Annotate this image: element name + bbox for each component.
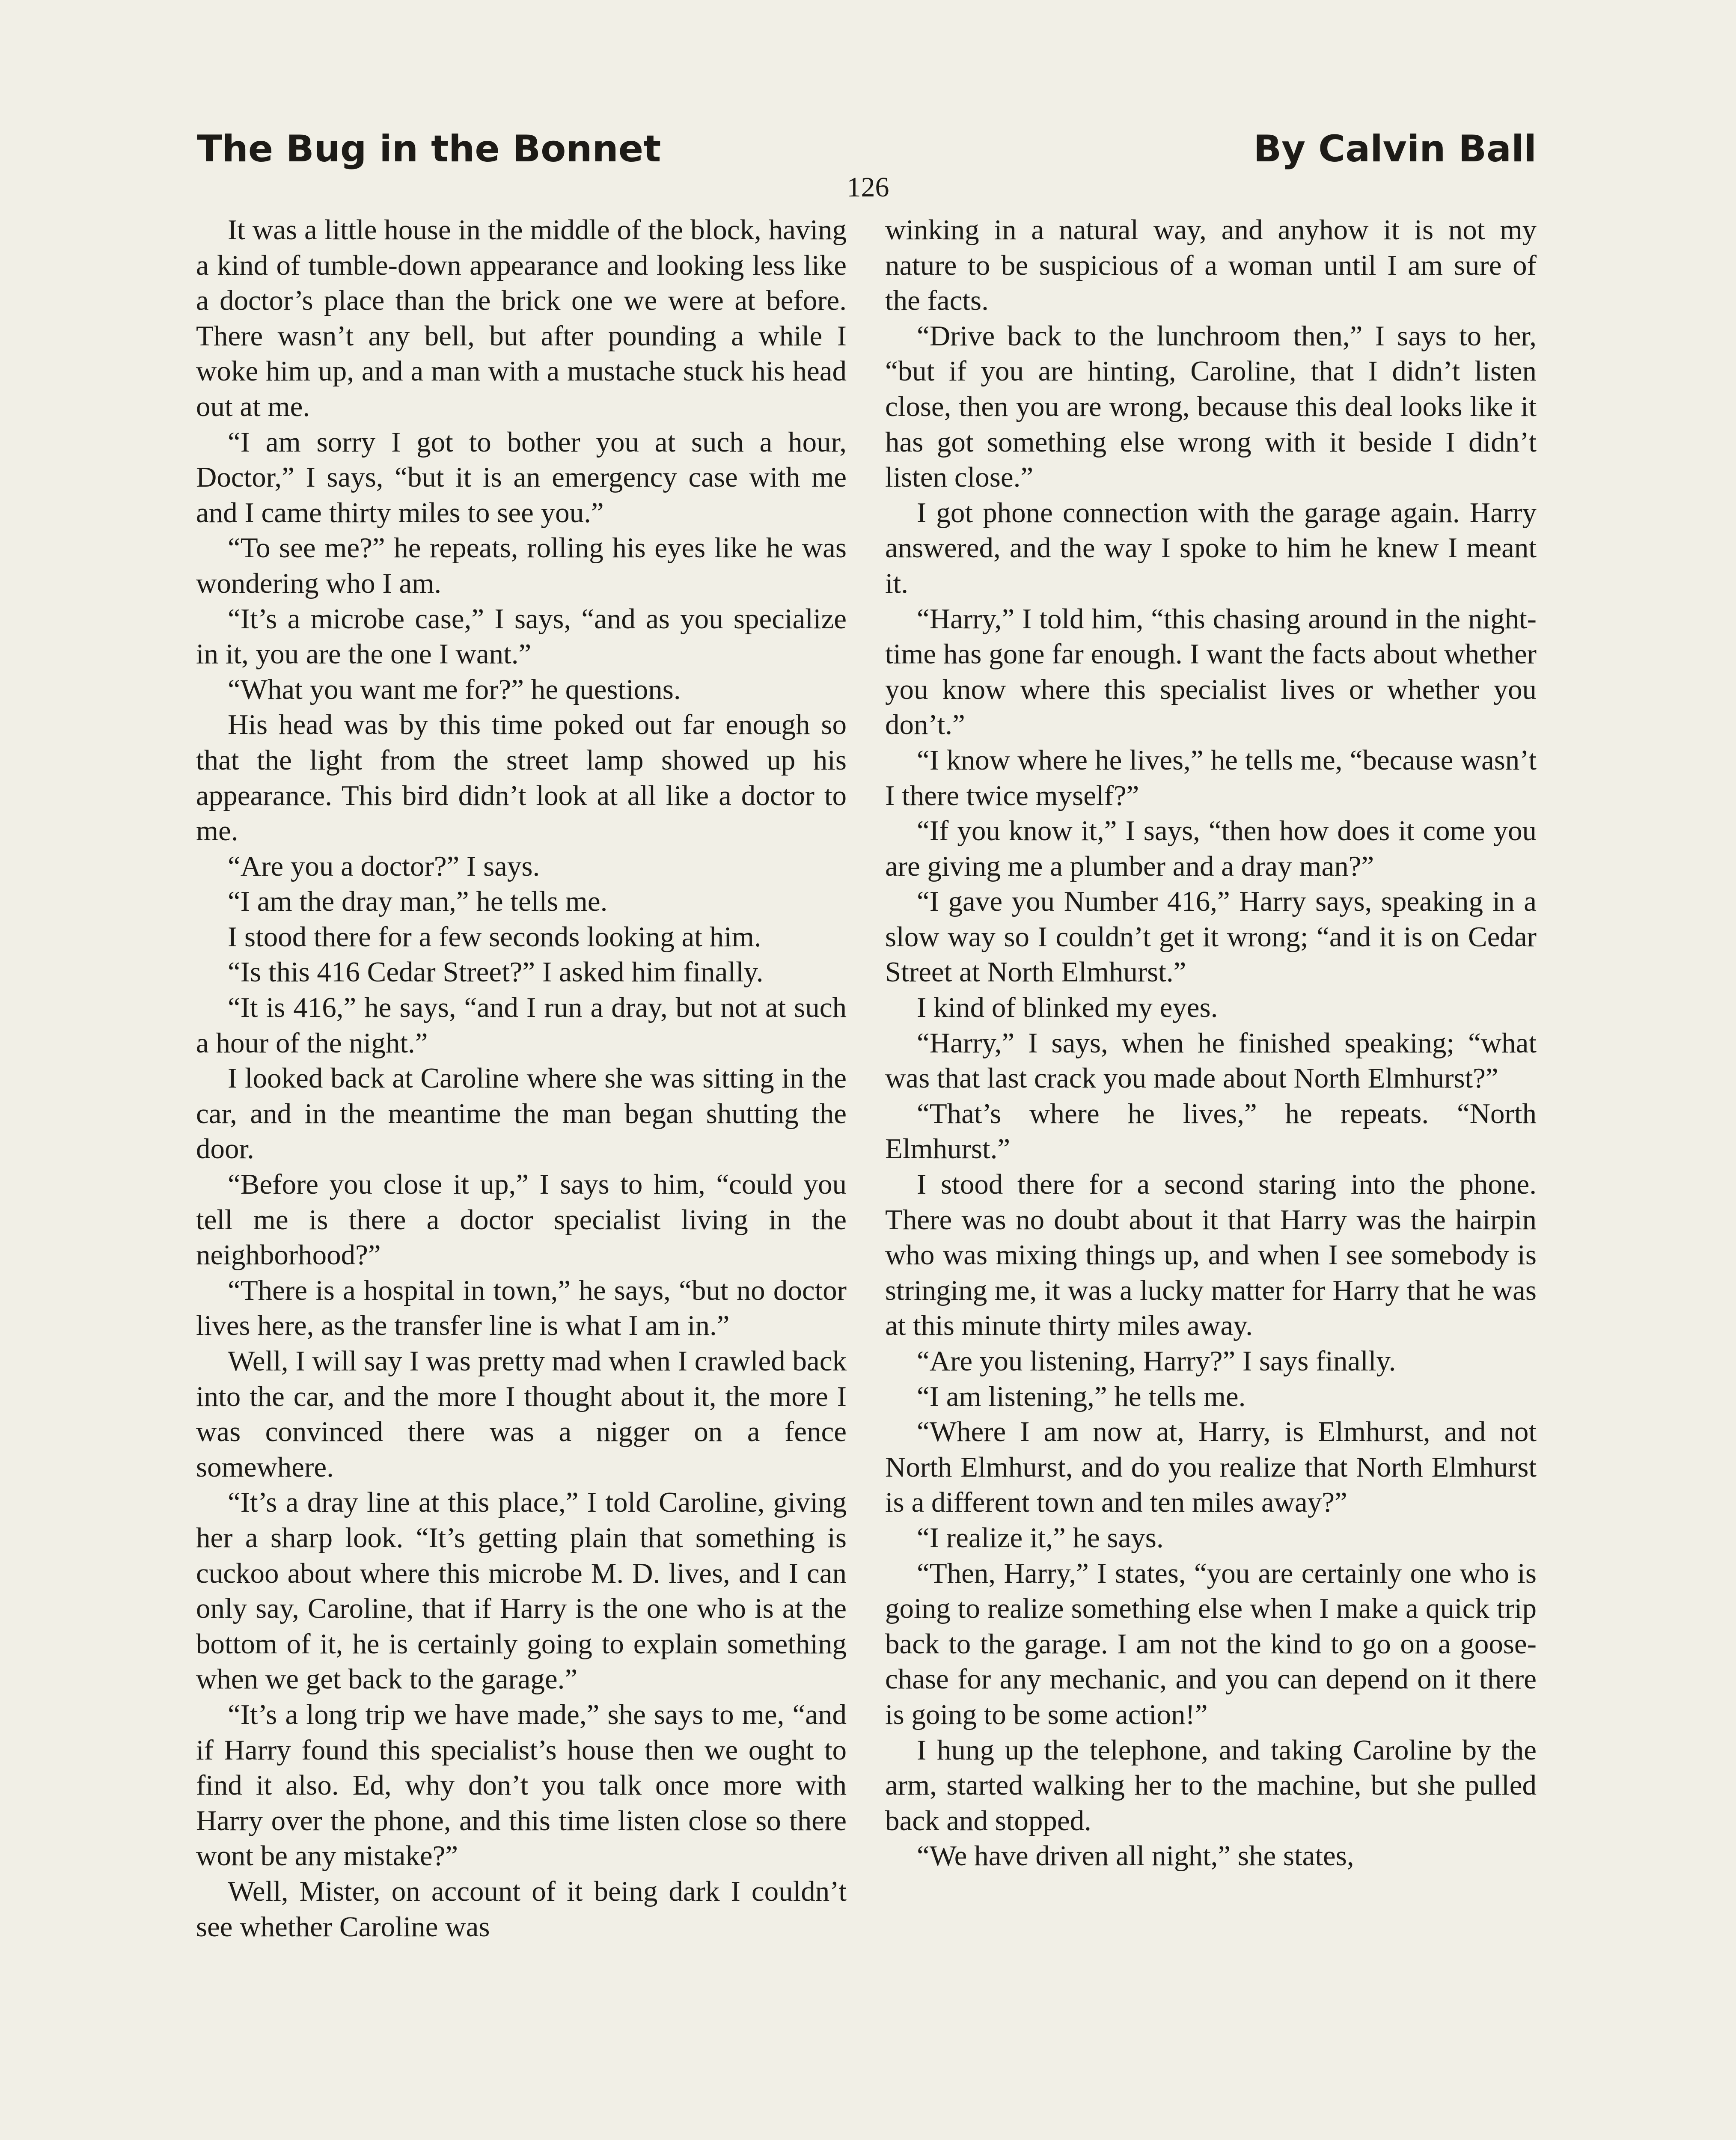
paragraph: “Where I am now at, Harry, is Elmhurst, and not North Elmhurst, and do you realize that North Elmhurst is a different town and ten miles away?” bbox=[885, 1416, 1537, 1519]
paragraph: “It’s a dray line at this place,” I told Caroline, giving her a sharp look. “It’s getting plain that something is cuckoo about where this microbe M. D. lives, and I can only say, Caroline, that if Harry is the one who is at the bottom of it, he is certainly going to explain something when we get back to the garage.” bbox=[196, 1486, 847, 1695]
paragraph: “If you know it,” I says, “then how does it come you are giving me a plumber and a dray man?” bbox=[885, 815, 1537, 882]
paragraph: “What you want me for?” he questions. bbox=[228, 673, 681, 705]
paragraph: Well, I will say I was pretty mad when I crawled back into the car, and the more I thought about it, the more I was convinced there was a nigger on a fence somewhere. bbox=[196, 1345, 847, 1483]
paragraph: I kind of blinked my eyes. bbox=[917, 992, 1218, 1024]
paragraph: His head was by this time poked out far enough so that the light from the street lamp showed up his appearance. This bird didn’t look at all like a doctor to me. bbox=[196, 709, 847, 847]
page-number: 126 bbox=[847, 172, 889, 203]
paragraph: I looked back at Caroline where she was sitting in the car, and in the meantime the man began shutting the door. bbox=[196, 1062, 847, 1165]
paragraph: “Drive back to the lunchroom then,” I says to her, “but if you are hinting, Caroline, that I didn’t listen close, then you are wrong, because this deal looks like it has got something else wrong with it beside I didn’t listen close.” bbox=[885, 320, 1537, 493]
paragraph: It was a little house in the middle of the block, having a kind of tumble-down appearance and looking less like a doctor’s place than the brick one we were at before. There wasn’t any bell, but after pounding a while I woke him up, and a man with a mustache stuck his head out at me. bbox=[196, 214, 847, 422]
paragraph: “That’s where he lives,” he repeats. “North Elmhurst.” bbox=[885, 1097, 1537, 1165]
paragraph: “Is this 416 Cedar Street?” I asked him finally. bbox=[228, 956, 764, 988]
paragraph: “It is 416,” he says, “and I run a dray, but not at such a hour of the night.” bbox=[196, 992, 847, 1059]
paragraph: “Are you listening, Harry?” I says finally. bbox=[917, 1345, 1396, 1377]
paragraph: “Harry,” I says, when he finished speaking; “what was that last crack you made about North Elmhurst?” bbox=[885, 1027, 1537, 1094]
author-byline: By Calvin Ball bbox=[1253, 128, 1537, 170]
paragraph: “I realize it,” he says. bbox=[917, 1522, 1164, 1554]
left-text-column bbox=[196, 212, 847, 2140]
paragraph: “I am sorry I got to bother you at such a hour, Doctor,” I says, “but it is an emergency case with me and I came thirty miles to see you.” bbox=[196, 426, 847, 529]
paragraph: “It’s a microbe case,” I says, “and as you specialize in it, you are the one I want.” bbox=[196, 603, 847, 670]
paragraph: I stood there for a few seconds looking at him. bbox=[228, 921, 761, 953]
paragraph: “I gave you Number 416,” Harry says, speaking in a slow way so I couldn’t get it wrong; “and it is on Cedar Street at North Elmhurst.” bbox=[885, 886, 1537, 988]
paragraph: “Are you a doctor?” I says. bbox=[228, 850, 540, 882]
paragraph: “Before you close it up,” I says to him, “could you tell me is there a doctor specialist living in the neighborhood?” bbox=[196, 1168, 847, 1271]
right-text-column bbox=[885, 212, 1537, 2140]
paragraph: “I know where he lives,” he tells me, “because wasn’t I there twice myself?” bbox=[885, 744, 1537, 811]
paragraph: “I am listening,” he tells me. bbox=[917, 1380, 1246, 1412]
paragraph: “We have driven all night,” she states, bbox=[917, 1840, 1354, 1872]
paragraph: I stood there for a second staring into the phone. There was no doubt about it that Harry was the hairpin who was mixing things up, and when I see somebody is stringing me, it was a lucky matter for Harry that he was at this minute thirty miles away. bbox=[885, 1168, 1537, 1342]
paragraph: “It’s a long trip we have made,” she says to me, “and if Harry found this specialist’s house then we ought to find it also. Ed, why don’t you talk once more with Harry over the phone, and this time listen close so there wont be any mistake?” bbox=[196, 1698, 847, 1872]
story-title: The Bug in the Bonnet bbox=[197, 128, 661, 170]
paragraph: I hung up the telephone, and taking Caroline by the arm, started walking her to the machine, but she pulled back and stopped. bbox=[885, 1734, 1537, 1837]
paragraph: “Harry,” I told him, “this chasing around in the night-time has gone far enough. I want the facts about whether you know where this specialist lives or whether you don’t.” bbox=[885, 603, 1537, 741]
paragraph: “Then, Harry,” I states, “you are certainly one who is going to realize something else when I make a quick trip back to the garage. I am not the kind to go on a goose-chase for any mechanic, and you can depend on it there is going to be some action!” bbox=[885, 1557, 1537, 1730]
paragraph: “I am the dray man,” he tells me. bbox=[228, 886, 608, 918]
paragraph: I got phone connection with the garage again. Harry answered, and the way I spoke to him he knew I meant it. bbox=[885, 496, 1537, 599]
paragraph: Well, Mister, on account of it being dark I couldn’t see whether Caroline was bbox=[196, 1875, 847, 1943]
paragraph-continued: winking in a natural way, and anyhow it is not my nature to be suspicious of a woman until I am sure of the facts. bbox=[885, 214, 1537, 317]
paragraph: “To see me?” he repeats, rolling his eyes like he was wondering who I am. bbox=[196, 532, 847, 599]
paragraph: “There is a hospital in town,” he says, “but no doctor lives here, as the transfer line is what I am in.” bbox=[196, 1274, 847, 1342]
